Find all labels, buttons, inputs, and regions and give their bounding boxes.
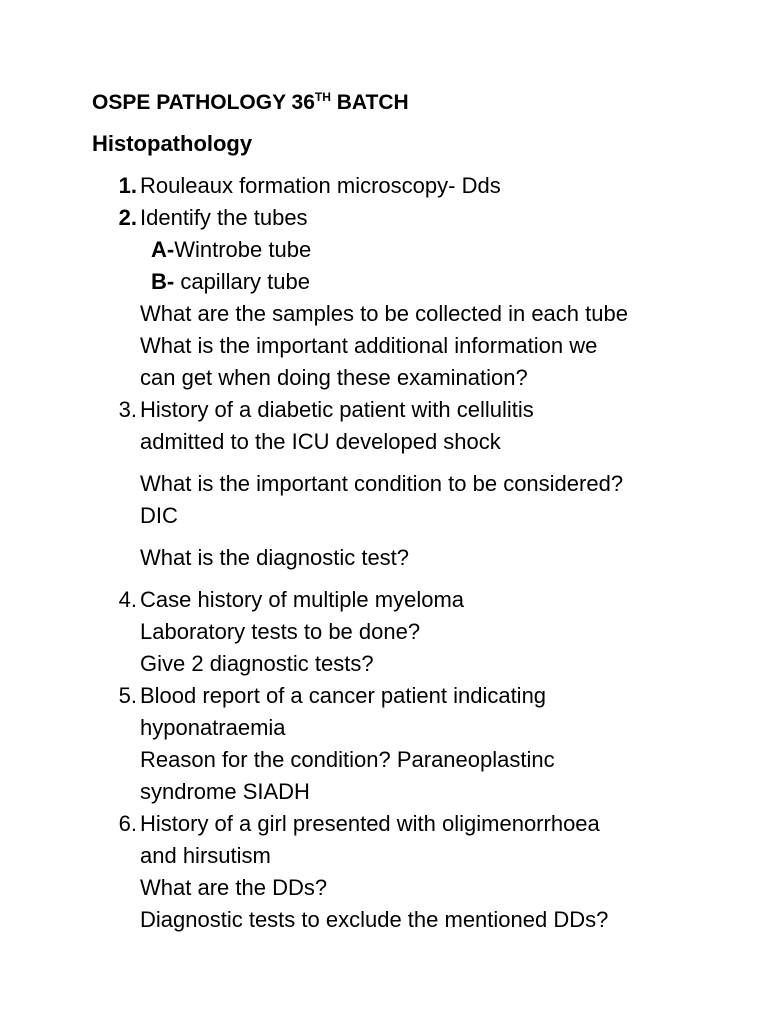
item-text: and hirsutism <box>140 843 271 868</box>
item-number: 4. <box>118 587 137 612</box>
item-text: DIC <box>140 503 178 528</box>
item-text: can get when doing these examination? <box>140 365 528 390</box>
item-text: Identify the tubes <box>140 205 308 230</box>
item-text: History of a girl presented with oligimenorrhoea <box>140 811 600 836</box>
item-text: syndrome SIADH <box>140 779 310 804</box>
item-text: Laboratory tests to be done? <box>140 619 421 644</box>
sub-item-label: A- <box>151 237 175 262</box>
item-text: Diagnostic tests to exclude the mentioned DDs? <box>140 907 609 932</box>
item-text: Rouleaux formation microscopy- Dds <box>140 173 501 198</box>
title-superscript: TH <box>314 90 331 104</box>
item-text: hyponatraemia <box>140 715 286 740</box>
item-text: Case history of multiple myeloma <box>140 587 465 612</box>
item-text: What is the important additional information we <box>140 333 598 358</box>
sub-item <box>151 269 310 295</box>
sub-item <box>151 237 311 263</box>
item-number: 5. <box>118 683 137 708</box>
item-number: 3. <box>118 397 137 422</box>
item-number: 2. <box>118 205 137 230</box>
document-title <box>92 90 409 116</box>
sub-item-text: Wintrobe tube <box>174 237 312 262</box>
title-suffix: BATCH <box>330 91 409 114</box>
item-number: 1. <box>118 173 137 198</box>
item-text: What is the important condition to be considered? <box>140 471 624 496</box>
section-heading: Histopathology <box>92 131 253 156</box>
item-text: What is the diagnostic test? <box>140 545 410 570</box>
item-number: 6. <box>118 811 137 836</box>
item-text: Give 2 diagnostic tests? <box>140 651 374 676</box>
item-text: Reason for the condition? Paraneoplastinc <box>140 747 555 772</box>
item-text: admitted to the ICU developed shock <box>140 429 501 454</box>
item-text: Blood report of a cancer patient indicating <box>140 683 547 708</box>
sub-item-label: B- <box>151 269 175 294</box>
title-text: OSPE PATHOLOGY 36 <box>92 91 315 114</box>
item-text: What are the DDs? <box>140 875 328 900</box>
item-text: What are the samples to be collected in each tube <box>140 301 628 326</box>
item-text: History of a diabetic patient with cellulitis <box>140 397 534 422</box>
sub-item-text: capillary tube <box>174 269 310 294</box>
